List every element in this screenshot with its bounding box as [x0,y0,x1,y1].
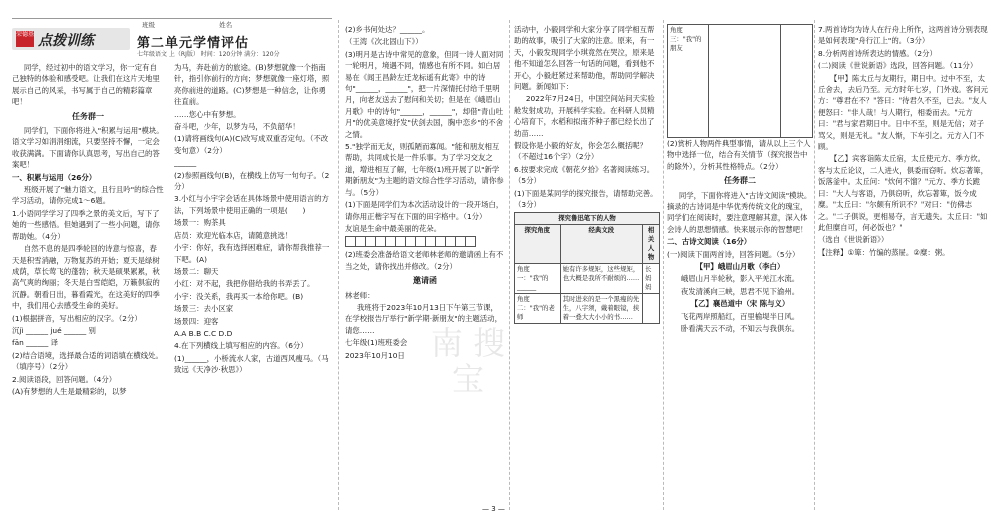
text-line: 7.两首诗均为诗人在行舟上所作，这两首诗分别表现是如何表现"舟行江上"的。（3分） [818,25,988,46]
text-line: 假设你是小毅的好友，你会怎么概括呢？（不超过16个字）（2分） [514,141,648,162]
table-cell: 其时进来的是一个黑瘦的先生，八字须，戴着眼镜，挟着一叠大大小小的书…… [560,293,643,323]
column-5-text [667,138,813,335]
column-2 [174,62,332,512]
column-1 [12,62,164,512]
text-line: 8.分析两首诗所表达的情感。（2分） [818,48,937,58]
table-cell [708,25,781,138]
text-line: 同学，下面你将进入"古诗文阅读"模块。摘录的古诗词是中华优秀传统文化的瑰宝，同学们在阅读时，要注意理解其意，深入体会诗人的思想情感。快来展示你的智慧吧！ [667,190,812,234]
name-label: 姓名 [219,21,233,29]
exam-meta: 七年级语文 上（RJ版） 时间：120分钟 满分：120分 [137,51,280,58]
text-line: 为马，奔赴前方的旅途。(B)梦想就像一个指南针，指引你前行的方向；梦想就像一座灯塔，照亮你前进的道路。(C)梦想是一种信念，让你勇往直前。 [174,63,330,107]
table-cell [781,25,813,138]
page-number: — 3 — [482,505,505,513]
text-line: 奋斗吧，少年，以梦为马，不负韶华！ [174,122,300,132]
table-cell [643,293,660,323]
text-line: (1)______，小桥流水人家，古道西风瘦马。（马致远《天净沙·秋思》） [174,353,329,375]
text-line: (二)阅读《世说新语》选段，回答问题。（11分） [818,61,978,71]
text-line: 沉jì ______ jué ______ 别 [12,325,96,335]
text-line: (1)下面是某同学的探究报告，请帮助完善。（3分） [514,188,658,210]
table-header: 相关人物 [643,224,660,263]
column-4-text [514,24,660,211]
text-line: 林老师： [345,290,375,300]
text-line: (3)明月是古诗中常见的意象，但同一诗人面对同一轮明月，境遇不同，情感也有所不同。如白居易在《闻王昌龄左迁龙标遥有此寄》中的诗句"______，______"，把一片深情托付给千里明月，向老友送去了慰问和关切；但是在《峨眉山月歌》中的诗句"______，______"，却借"青山吐月"的优美意境抒发"伏剑去国，胸中恋乡"的不舍之情。 [345,49,504,139]
grid-cell[interactable] [465,236,476,247]
text-line: (A)有梦想的人生是最精彩的，以梦 [12,386,127,396]
text-line: 2023年10月10日 [345,350,405,360]
text-line: 5."独学而无友，则孤陋而寡闻。"能和朋友相互帮助，共同成长是一件乐事。为了学习交友之道，增进相互了解，七年级(1)班开展了以"新学期新朋友"为主题的语文综合性学习活动，请你参与。（5分） [345,142,504,197]
column-6 [818,24,990,509]
table-cell: 长妈妈 [643,263,660,293]
brand-badge: 荣德基 [16,31,34,47]
text-line: 飞花两岸照船红，百里榆堤半日风。 [680,311,800,321]
text-line: (1)根据拼音，写出相应的汉字。（2分） [12,313,142,323]
exam-header [12,20,332,58]
research-table [514,212,660,324]
class-name-line [142,20,232,29]
text-line: (2)班委会准备给语文老师林老师的邀请函上有不当之处，请你找出并修改。（2分） [345,250,504,271]
text-line: 七年级(1)班班委会 [345,338,408,348]
brand-title: 点拨训练 [38,33,94,49]
text-line: (2)赏析人物两件典型事情，请从以上三个人物中选择一位，结合有关情节（探究报告中的除外），分析其性格特点。（2分） [667,139,811,171]
text-line: 【甲】陈太丘与友期行，期日中。过中不至，太丘舍去，去后乃至。元方时年七岁，门外戏。客问元方："尊君在不？"答曰："待君久不至，已去。"友人便怒曰："非人哉！与人期行，相委而去。"元方曰："君与家君期日中。日中不至，则是无信；对子骂父，则是无礼。"友人惭，下车引之。元方入门不顾。 [818,73,988,152]
text-line: 一、积累与运用（26分） [12,172,97,182]
page-title: 第二单元学情评估 [137,36,250,51]
text-line: 同学，经过初中的语文学习，你一定有自己独特的体验和感受吧。让我们在这片天地里展示自己的风采，书写属于自己的精彩篇章吧！ [12,63,160,107]
table-cell: 角度一："我"的______ [515,263,561,293]
text-line: ______ [174,158,197,168]
text-line: 夜发清溪向三峡，思君不见下渝州。 [680,286,800,296]
column-divider [814,20,815,510]
column-4 [514,24,660,509]
text-line: (2)乡书何处达？______。 [345,25,430,34]
writing-grid[interactable] [345,236,505,247]
text-line: 2022年7月24日，中国空间站问天实验舱发射成功，开展科学实验。在科研人员精心培育下，水稻和拟南芥种子都已经长出了幼苗…… [514,94,655,138]
text-line: （王湾《次北固山下》） [345,37,423,47]
text-line: 场景三：去小区家 [174,304,234,314]
text-line: ……您心中有梦想。 [174,109,241,119]
text-line: 场景四：迎客 [174,316,219,326]
text-line: (2)结合语境，选择最合适的词语填在横线处。（填序号）（2分） [12,350,163,372]
text-line: fān ______ 译 [12,338,59,348]
table-cell: 角度二："我"的老师 [515,293,561,323]
brand-logo [12,28,130,50]
table-caption: 探究鲁迅笔下的人物 [515,212,660,224]
text-line: 卧看满天云不动，不知云与我俱东。 [680,324,800,334]
table-header: 探究角度 [515,224,561,263]
column-divider [663,20,664,510]
text-line: 自然不息的是四季轮回的诗意与惊喜，春天是积雪消融，万物复苏的开始；夏天是绿树成荫，草长莺飞的蓬勃；秋天是硕果累累，秋高气爽的绚丽；冬天是白雪皑皑，万籁俱寂的沉静。朝看日出，暮看霞光，在这美好的四季中，我们用心去感受生命的美好。 [12,244,160,311]
class-label: 班级 [142,21,155,29]
text-line: 任务群二 [724,176,756,186]
text-line: 峨眉山月半轮秋，影入平羌江水流。 [680,274,800,284]
text-line: 同学们，下面你将进入"积累与运用"模块。语文学习如涓涓细流，只要坚持不懈，一定会收获满满。下面请你认真思考，写出自己的答案吧！ [12,126,164,170]
table-row [515,293,660,323]
text-line: 4.在下列横线上填写相应的内容。（6分） [174,341,308,351]
text-line: 3.小红与小宇字会话在具体场景中使用语言的方法，下列场景中使用正确的一项是( ) [174,194,329,215]
text-line: (一)阅读下面两首诗，回答问题。（5分） [667,249,800,259]
table-row [515,263,660,293]
text-line: 【乙】襄邑道中（宋 陈与义） [690,299,790,309]
text-line: 场景一：购茶具 [174,218,226,228]
text-line: A.A B.B C.C D.D [174,328,233,338]
text-line: 班级开展了"魅力语文，且行且吟"的综合性学习活动，请你完成1～6题。 [12,185,164,206]
top-rule [12,18,332,19]
text-line: 【乙】宾客诣陈太丘宿，太丘使元方、季方炊。客与太丘论议，二人进火，俱委而窃听。炊忘著箄，饭落釜中。太丘问："炊何不馏？"元方、季方长跪曰："大人与客语，乃俱窃听，炊忘著箄，饭今成糜。"太丘曰："尔颇有所识不？"对曰："仿佛志之。"二子俱说，更相易夺，言无遗失。太丘曰："如此但糜自可，何必饭也？" [818,154,988,232]
text-line: 活动中，小毅同学和大家分享了同学相互帮助的故事，吸引了大家的注意。原来，有一天，小毅发现同学小琪竟然在哭泣，原来是他不知道怎么回答一句话的问题，看到他不开心，小毅赶紧过来帮助他，帮助同学解决问题。新闻如下： [514,25,655,92]
text-line: 1.小语同学学习了四季之景的美文后，写下了她的一些感悟。但她遇到了一些小问题，请你帮助她。（4分） [12,208,160,241]
text-line: 场景二：聊天 [174,266,219,276]
table-cell: 她有许多规矩，这些规矩，也大概是我所不耐烦的…… [560,263,643,293]
text-line: 小宇：你好，我有选择困难症，请你帮我推荐一下吧。(A) [174,243,330,264]
text-line: 2.阅读语段，回答问题。（4分） [12,374,117,384]
text-line: （选自《世说新语》） [818,235,889,245]
text-line: (1)下面是同学们为本次活动设计的一段开场白，请你用正楷字写在下面的田字格中。（1分） [345,200,504,221]
text-line: 店员：欢迎光临本店，请随意挑选！ [174,230,293,240]
table-row [668,25,813,138]
text-line: 友谊是生命中最美丽的花朵。 [345,223,442,233]
watermark-stamp: 南 搜 宝 [430,324,506,398]
text-line: (1)请将画线句(A)(C)改写成双重否定句。（不改变句意）（2分） [174,134,329,155]
text-line: (2)参照画线句(B)，在横线上仿写一句句子。（2分） [174,170,330,192]
text-line: 二、古诗文阅读（16分） [667,237,752,247]
column-5 [667,24,813,509]
research-table-continued [667,24,813,138]
text-line: 小红：对不起，我把你借给我的书弄丢了。 [174,279,315,289]
table-header: 经典文段 [560,224,643,263]
text-line: 小宇：没关系，我再买一本给你吧。(B) [174,291,304,301]
text-line: 邀请函 [413,276,437,286]
table-cell: 角度三："我"的朋友 [668,25,709,138]
column-divider [338,20,339,510]
text-line: 【甲】峨眉山月歌（李白） [695,262,785,272]
text-line: 我班将于2023年10月13日下午第三节课，在学校报告厅举行"新学期·新朋友"的主题活动，请您…… [345,302,502,335]
text-line: 【注释】①箄：竹编的蒸屉。②糜：粥。 [818,247,950,257]
column-3-top [345,24,505,234]
text-line: 任务群一 [72,111,104,121]
text-line: 6.按要求完成《朝花夕拾》名著阅读练习。（5分） [514,164,655,186]
